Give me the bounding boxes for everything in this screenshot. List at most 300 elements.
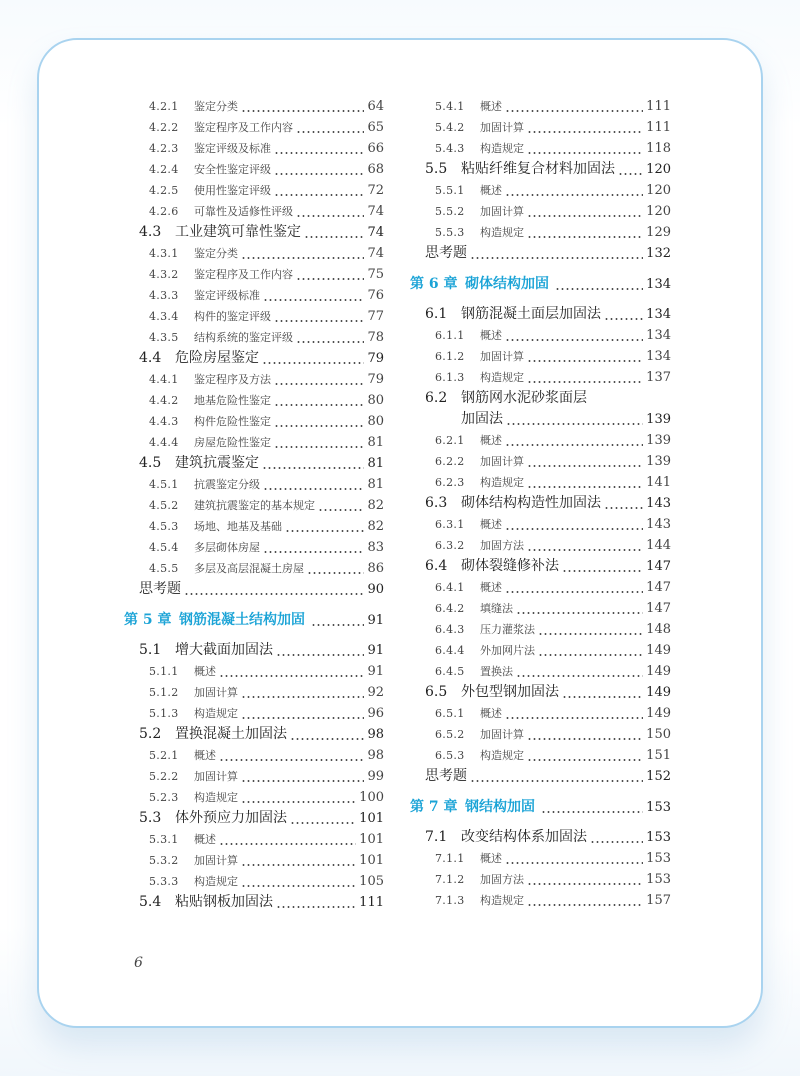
toc-entry-page: 91 bbox=[367, 643, 384, 658]
toc-entry-row bbox=[425, 535, 671, 556]
dot-leader bbox=[263, 285, 364, 306]
toc-entry-title: 加固方法 bbox=[480, 873, 524, 886]
toc-entry-page: 157 bbox=[646, 893, 671, 908]
toc-entry-page: 129 bbox=[646, 225, 671, 240]
toc-entry-title: 钢结构加固 bbox=[465, 799, 535, 815]
dot-leader bbox=[505, 325, 643, 346]
toc-entry-page: 74 bbox=[367, 204, 384, 219]
toc-entry-number: 4.5.3 bbox=[149, 520, 179, 533]
toc-entry-row bbox=[139, 724, 384, 745]
toc-entry-number: 4.4.2 bbox=[149, 394, 179, 407]
toc-entry-title: 压力灌浆法 bbox=[480, 623, 535, 636]
toc-entry-title: 构件危险性鉴定 bbox=[194, 415, 271, 428]
toc-entry-number: 6.5.1 bbox=[435, 707, 465, 720]
dot-leader bbox=[285, 516, 364, 537]
toc-entry-page: 111 bbox=[646, 99, 671, 114]
toc-entry-number: 6.5.3 bbox=[435, 749, 465, 762]
dot-leader bbox=[262, 348, 364, 369]
toc-entry-page: 98 bbox=[367, 748, 384, 763]
dot-leader bbox=[505, 703, 643, 724]
toc-entry-row bbox=[425, 745, 671, 766]
toc-entry-title: 鉴定分类 bbox=[194, 100, 238, 113]
toc-entry-row bbox=[139, 850, 384, 871]
toc-entry-title: 概述 bbox=[194, 665, 216, 678]
dot-leader bbox=[263, 537, 364, 558]
dot-leader bbox=[516, 661, 643, 682]
toc-entry-page: 153 bbox=[646, 800, 671, 815]
toc-entry-number: 5.1.3 bbox=[149, 707, 179, 720]
toc-entry-title: 概述 bbox=[194, 749, 216, 762]
toc-entry-title: 使用性鉴定评级 bbox=[194, 184, 271, 197]
toc-entry-row bbox=[139, 745, 384, 766]
toc-entry-page: 120 bbox=[646, 204, 671, 219]
dot-leader bbox=[219, 745, 364, 766]
toc-entry-number: 5.5.2 bbox=[435, 205, 465, 218]
toc-entry-row bbox=[425, 556, 671, 577]
toc-entry-number: 5.2.2 bbox=[149, 770, 179, 783]
toc-entry-number: 4.2.2 bbox=[149, 121, 179, 134]
toc-entry-row bbox=[139, 766, 384, 787]
toc-entry-page: 81 bbox=[367, 435, 384, 450]
dot-leader bbox=[505, 96, 643, 117]
toc-entry-page: 153 bbox=[646, 872, 671, 887]
dot-leader bbox=[505, 180, 643, 201]
toc-entry-page: 152 bbox=[646, 769, 671, 784]
toc-entry-number: 6.2 bbox=[425, 390, 448, 406]
dot-leader bbox=[276, 892, 356, 913]
toc-entry-title: 砌体结构构造性加固法 bbox=[461, 495, 601, 511]
toc-entry-row bbox=[139, 243, 384, 264]
toc-entry-number: 第 6 章 bbox=[410, 276, 458, 292]
dot-leader bbox=[311, 610, 364, 631]
toc-entry-page: 150 bbox=[646, 727, 671, 742]
dot-leader bbox=[527, 346, 643, 367]
toc-entry-number: 4.3 bbox=[139, 224, 162, 240]
toc-entry-row bbox=[139, 369, 384, 390]
toc-entry-row bbox=[425, 493, 671, 514]
dot-leader bbox=[274, 138, 364, 159]
toc-entry-page: 75 bbox=[367, 267, 384, 282]
dot-leader bbox=[527, 890, 643, 911]
toc-entry-row bbox=[139, 787, 384, 808]
dot-leader bbox=[304, 222, 364, 243]
toc-entry-number: 6.3 bbox=[425, 495, 448, 511]
toc-chapter-row bbox=[410, 796, 671, 819]
toc-entry-row bbox=[139, 432, 384, 453]
toc-entry-title: 地基危险性鉴定 bbox=[194, 394, 271, 407]
toc-entry-title: 概述 bbox=[480, 184, 502, 197]
toc-entry-number: 5.2.3 bbox=[149, 791, 179, 804]
toc-entry-row bbox=[139, 516, 384, 537]
toc-entry-number: 4.3.3 bbox=[149, 289, 179, 302]
toc-entry-row bbox=[425, 661, 671, 682]
toc-entry-title: 工业建筑可靠性鉴定 bbox=[175, 224, 301, 240]
toc-right-column bbox=[410, 96, 671, 911]
toc-left-column bbox=[124, 96, 384, 913]
toc-entry-number: 6.4.2 bbox=[435, 602, 465, 615]
toc-entry-row bbox=[425, 430, 671, 451]
toc-entry-page: 143 bbox=[646, 517, 671, 532]
toc-entry-row bbox=[139, 871, 384, 892]
toc-entry-number: 7.1 bbox=[425, 829, 448, 845]
toc-entry-page: 66 bbox=[367, 141, 384, 156]
toc-entry-number: 6.2.3 bbox=[435, 476, 465, 489]
toc-entry-row bbox=[139, 411, 384, 432]
toc-entry-row bbox=[425, 222, 671, 243]
toc-entry-title: 房屋危险性鉴定 bbox=[194, 436, 271, 449]
toc-entry-page: 149 bbox=[646, 643, 671, 658]
toc-entry-title: 砌体结构加固 bbox=[465, 276, 549, 292]
dot-leader bbox=[527, 451, 643, 472]
dot-leader bbox=[527, 367, 643, 388]
toc-entry-number: 5.1.1 bbox=[149, 665, 179, 678]
toc-entry-title: 构造规定 bbox=[194, 875, 238, 888]
toc-entry-title: 加固计算 bbox=[194, 686, 238, 699]
toc-entry-page: 90 bbox=[367, 582, 384, 597]
toc-entry-number: 6.1.2 bbox=[435, 350, 465, 363]
toc-entry-number: 6.1 bbox=[425, 306, 448, 322]
toc-entry-number: 6.4.3 bbox=[435, 623, 465, 636]
toc-entry-page: 147 bbox=[646, 580, 671, 595]
toc-entry-page: 80 bbox=[367, 393, 384, 408]
toc-entry-page: 64 bbox=[367, 99, 384, 114]
dot-leader bbox=[562, 556, 643, 577]
toc-entry-page: 99 bbox=[367, 769, 384, 784]
toc-chapter-row bbox=[124, 609, 384, 632]
toc-entry-row bbox=[139, 390, 384, 411]
toc-entry-number: 第 7 章 bbox=[410, 799, 458, 815]
toc-entry-title: 加固法 bbox=[461, 411, 503, 427]
toc-entry-number: 7.1.1 bbox=[435, 852, 465, 865]
toc-entry-page: 74 bbox=[367, 225, 384, 240]
dot-leader bbox=[516, 598, 643, 619]
toc-entry-title: 改变结构体系加固法 bbox=[461, 829, 587, 845]
dot-leader bbox=[274, 180, 364, 201]
toc-entry-title: 加固计算 bbox=[194, 770, 238, 783]
toc-entry-row bbox=[425, 514, 671, 535]
toc-entry-number: 5.4 bbox=[139, 894, 162, 910]
toc-entry-page: 134 bbox=[646, 328, 671, 343]
toc-entry-page: 76 bbox=[367, 288, 384, 303]
toc-entry-page: 96 bbox=[367, 706, 384, 721]
toc-entry-number: 5.2.1 bbox=[149, 749, 179, 762]
toc-entry-number: 6.4 bbox=[425, 558, 448, 574]
dot-leader bbox=[538, 640, 643, 661]
toc-entry-page: 82 bbox=[367, 498, 384, 513]
toc-entry-title: 加固计算 bbox=[480, 350, 524, 363]
toc-entry-title: 概述 bbox=[480, 329, 502, 342]
toc-entry-page: 149 bbox=[646, 664, 671, 679]
toc-entry-number: 4.5.4 bbox=[149, 541, 179, 554]
toc-entry-title: 体外预应力加固法 bbox=[175, 810, 287, 826]
toc-entry-number: 6.4.5 bbox=[435, 665, 465, 678]
toc-entry-page: 101 bbox=[359, 853, 384, 868]
toc-entry-number: 6.2.1 bbox=[435, 434, 465, 447]
toc-entry-title: 填缝法 bbox=[480, 602, 513, 615]
toc-entry-number: 6.1.1 bbox=[435, 329, 465, 342]
dot-leader bbox=[307, 558, 364, 579]
toc-entry-row bbox=[139, 808, 384, 829]
toc-entry-page: 98 bbox=[367, 727, 384, 742]
dot-leader bbox=[241, 766, 364, 787]
toc-entry-number: 5.4.3 bbox=[435, 142, 465, 155]
toc-entry-row bbox=[425, 682, 671, 703]
dot-leader bbox=[296, 327, 364, 348]
dot-leader bbox=[527, 222, 643, 243]
toc-entry-title: 钢筋混凝土结构加固 bbox=[179, 612, 305, 628]
toc-entry-row bbox=[139, 201, 384, 222]
toc-entry-title: 鉴定分类 bbox=[194, 247, 238, 260]
toc-entry-number: 6.5.2 bbox=[435, 728, 465, 741]
dot-leader bbox=[505, 848, 643, 869]
dot-leader bbox=[527, 724, 643, 745]
dot-leader bbox=[505, 514, 643, 535]
toc-entry-page: 120 bbox=[646, 162, 671, 177]
dot-leader bbox=[470, 243, 643, 264]
toc-entry-number: 4.2.3 bbox=[149, 142, 179, 155]
toc-entry-row bbox=[425, 409, 671, 430]
toc-entry-page: 91 bbox=[367, 664, 384, 679]
dot-leader bbox=[184, 579, 364, 600]
dot-leader bbox=[318, 495, 364, 516]
dot-leader bbox=[527, 472, 643, 493]
toc-entry-number: 6.5 bbox=[425, 684, 448, 700]
toc-entry-page: 101 bbox=[359, 832, 384, 847]
dot-leader bbox=[555, 274, 643, 295]
toc-entry-number: 5.5.3 bbox=[435, 226, 465, 239]
dot-leader bbox=[618, 159, 643, 180]
toc-entry-number: 5.5 bbox=[425, 161, 448, 177]
dot-leader bbox=[241, 243, 364, 264]
toc-entry-row bbox=[139, 264, 384, 285]
toc-entry-row bbox=[425, 890, 671, 911]
toc-entry-title: 结构系统的鉴定评级 bbox=[194, 331, 293, 344]
toc-entry-page: 100 bbox=[359, 790, 384, 805]
toc-entry-row bbox=[425, 848, 671, 869]
dot-leader bbox=[527, 201, 643, 222]
toc-entry-number: 5.4.2 bbox=[435, 121, 465, 134]
dot-leader bbox=[241, 787, 356, 808]
toc-entry-row bbox=[425, 159, 671, 180]
toc-entry-row bbox=[425, 598, 671, 619]
toc-entry-page: 134 bbox=[646, 349, 671, 364]
toc-entry-row bbox=[139, 159, 384, 180]
toc-entry-number: 5.3.1 bbox=[149, 833, 179, 846]
toc-entry-title: 安全性鉴定评级 bbox=[194, 163, 271, 176]
toc-entry-title: 构造规定 bbox=[480, 142, 524, 155]
toc-entry-page: 92 bbox=[367, 685, 384, 700]
toc-entry-page: 111 bbox=[359, 895, 384, 910]
toc-entry-title: 概述 bbox=[194, 833, 216, 846]
toc-entry-row bbox=[425, 138, 671, 159]
toc-entry-number: 4.4.3 bbox=[149, 415, 179, 428]
toc-entry-number: 4.2.1 bbox=[149, 100, 179, 113]
toc-entry-number: 6.1.3 bbox=[435, 371, 465, 384]
toc-entry-title: 加固计算 bbox=[480, 121, 524, 134]
toc-entry-title: 增大截面加固法 bbox=[175, 642, 273, 658]
toc-entry-page: 105 bbox=[359, 874, 384, 889]
toc-entry-row bbox=[139, 579, 384, 600]
toc-entry-title: 概述 bbox=[480, 707, 502, 720]
toc-entry-number: 6.3.1 bbox=[435, 518, 465, 531]
toc-entry-page: 101 bbox=[359, 811, 384, 826]
toc-entry-row bbox=[425, 243, 671, 264]
toc-entry-row bbox=[139, 180, 384, 201]
toc-entry-number: 4.3.4 bbox=[149, 310, 179, 323]
toc-entry-number: 第 5 章 bbox=[124, 612, 172, 628]
toc-entry-number: 4.3.1 bbox=[149, 247, 179, 260]
toc-entry-page: 147 bbox=[646, 559, 671, 574]
toc-entry-number: 7.1.2 bbox=[435, 873, 465, 886]
dot-leader bbox=[219, 829, 356, 850]
toc-entry-row bbox=[139, 558, 384, 579]
toc-entry-row bbox=[425, 367, 671, 388]
toc-entry-page: 144 bbox=[646, 538, 671, 553]
toc-entry-title: 抗震鉴定分级 bbox=[194, 478, 260, 491]
toc-entry-number: 5.1 bbox=[139, 642, 162, 658]
toc-entry-title: 构造规定 bbox=[480, 894, 524, 907]
toc-entry-page: 65 bbox=[367, 120, 384, 135]
toc-entry-page: 139 bbox=[646, 412, 671, 427]
toc-entry-number: 6.4.1 bbox=[435, 581, 465, 594]
toc-entry-number: 4.4 bbox=[139, 350, 162, 366]
toc-entry-row bbox=[139, 640, 384, 661]
toc-entry-page: 143 bbox=[646, 496, 671, 511]
dot-leader bbox=[219, 661, 364, 682]
toc-entry-title: 思考题 bbox=[425, 768, 467, 784]
toc-entry-row bbox=[139, 474, 384, 495]
dot-leader bbox=[262, 453, 364, 474]
toc-entry-title: 外加网片法 bbox=[480, 644, 535, 657]
toc-entry-page: 78 bbox=[367, 330, 384, 345]
toc-entry-row bbox=[139, 892, 384, 913]
toc-entry-title: 多层砌体房屋 bbox=[194, 541, 260, 554]
toc-entry-page: 91 bbox=[367, 613, 384, 628]
toc-entry-number: 4.4.1 bbox=[149, 373, 179, 386]
toc-entry-page: 139 bbox=[646, 433, 671, 448]
dot-leader bbox=[290, 724, 364, 745]
toc-entry-page: 153 bbox=[646, 851, 671, 866]
dot-leader bbox=[296, 264, 364, 285]
dot-leader bbox=[527, 138, 643, 159]
dot-leader bbox=[274, 432, 364, 453]
dot-leader bbox=[505, 430, 643, 451]
toc-entry-page: 86 bbox=[367, 561, 384, 576]
toc-entry-page: 79 bbox=[367, 351, 384, 366]
toc-entry-number: 4.2.4 bbox=[149, 163, 179, 176]
dot-leader bbox=[241, 850, 356, 871]
toc-entry-title: 概述 bbox=[480, 581, 502, 594]
toc-entry-title: 鉴定程序及方法 bbox=[194, 373, 271, 386]
toc-entry-row bbox=[425, 827, 671, 848]
toc-entry-number: 5.3.3 bbox=[149, 875, 179, 888]
toc-entry-row bbox=[425, 325, 671, 346]
toc-entry-number: 4.2.6 bbox=[149, 205, 179, 218]
toc-entry-number: 4.3.5 bbox=[149, 331, 179, 344]
toc-entry-page: 137 bbox=[646, 370, 671, 385]
toc-entry-number: 4.5.5 bbox=[149, 562, 179, 575]
toc-entry-number: 4.2.5 bbox=[149, 184, 179, 197]
toc-entry-page: 83 bbox=[367, 540, 384, 555]
toc-entry-title: 粘贴纤维复合材料加固法 bbox=[461, 161, 615, 177]
toc-entry-title: 钢筋混凝土面层加固法 bbox=[461, 306, 601, 322]
toc-entry-row bbox=[139, 453, 384, 474]
toc-entry-title: 构件的鉴定评级 bbox=[194, 310, 271, 323]
dot-leader bbox=[527, 745, 643, 766]
toc-entry-page: 81 bbox=[367, 456, 384, 471]
toc-entry-row bbox=[139, 661, 384, 682]
toc-entry-title: 概述 bbox=[480, 852, 502, 865]
toc-entry-title: 钢筋网水泥砂浆面层 bbox=[461, 390, 587, 406]
dot-leader bbox=[604, 493, 643, 514]
toc-entry-row bbox=[425, 180, 671, 201]
toc-entry-page: 148 bbox=[646, 622, 671, 637]
toc-entry-page: 118 bbox=[646, 141, 671, 156]
toc-chapter-row bbox=[410, 273, 671, 296]
toc-entry-page: 79 bbox=[367, 372, 384, 387]
dot-leader bbox=[274, 159, 364, 180]
toc-entry-page: 74 bbox=[367, 246, 384, 261]
toc-entry-title: 置换混凝土加固法 bbox=[175, 726, 287, 742]
dot-leader bbox=[470, 766, 643, 787]
toc-entry-title: 危险房屋鉴定 bbox=[175, 350, 259, 366]
toc-entry-number: 4.4.4 bbox=[149, 436, 179, 449]
dot-leader bbox=[505, 577, 643, 598]
dot-leader bbox=[296, 201, 364, 222]
toc-entry-page: 111 bbox=[646, 120, 671, 135]
toc-entry-title: 构造规定 bbox=[194, 707, 238, 720]
page-number: 6 bbox=[134, 955, 143, 971]
dot-leader bbox=[274, 306, 364, 327]
toc-entry-title: 鉴定程序及工作内容 bbox=[194, 268, 293, 281]
toc-entry-title: 构造规定 bbox=[480, 476, 524, 489]
toc-entry-row bbox=[139, 829, 384, 850]
toc-entry-number: 5.3 bbox=[139, 810, 162, 826]
toc-entry-row bbox=[425, 304, 671, 325]
dot-leader bbox=[541, 797, 643, 818]
toc-entry-row bbox=[139, 222, 384, 243]
toc-entry-row bbox=[425, 96, 671, 117]
toc-entry-row bbox=[425, 451, 671, 472]
toc-entry-row bbox=[139, 96, 384, 117]
toc-entry-title: 鉴定程序及工作内容 bbox=[194, 121, 293, 134]
toc-entry-row bbox=[425, 577, 671, 598]
toc-entry-row bbox=[139, 306, 384, 327]
toc-entry-number: 6.3.2 bbox=[435, 539, 465, 552]
toc-entry-number: 5.5.1 bbox=[435, 184, 465, 197]
toc-entry-number: 6.4.4 bbox=[435, 644, 465, 657]
toc-entry-row bbox=[139, 327, 384, 348]
dot-leader bbox=[241, 871, 356, 892]
toc-entry-page: 149 bbox=[646, 706, 671, 721]
toc-entry-page: 151 bbox=[646, 748, 671, 763]
toc-entry-row bbox=[139, 537, 384, 558]
toc-entry-title: 概述 bbox=[480, 518, 502, 531]
dot-leader bbox=[274, 390, 364, 411]
toc-entry-title: 鉴定评级及标准 bbox=[194, 142, 271, 155]
toc-entry-page: 77 bbox=[367, 309, 384, 324]
toc-entry-row bbox=[425, 388, 671, 409]
toc-entry-page: 134 bbox=[646, 307, 671, 322]
toc-entry-number: 7.1.3 bbox=[435, 894, 465, 907]
toc-entry-page: 134 bbox=[646, 277, 671, 292]
toc-entry-number: 6.2.2 bbox=[435, 455, 465, 468]
dot-leader bbox=[527, 535, 643, 556]
dot-leader bbox=[604, 304, 643, 325]
toc-entry-page: 153 bbox=[646, 830, 671, 845]
toc-entry-row bbox=[425, 472, 671, 493]
toc-entry-title: 鉴定评级标准 bbox=[194, 289, 260, 302]
